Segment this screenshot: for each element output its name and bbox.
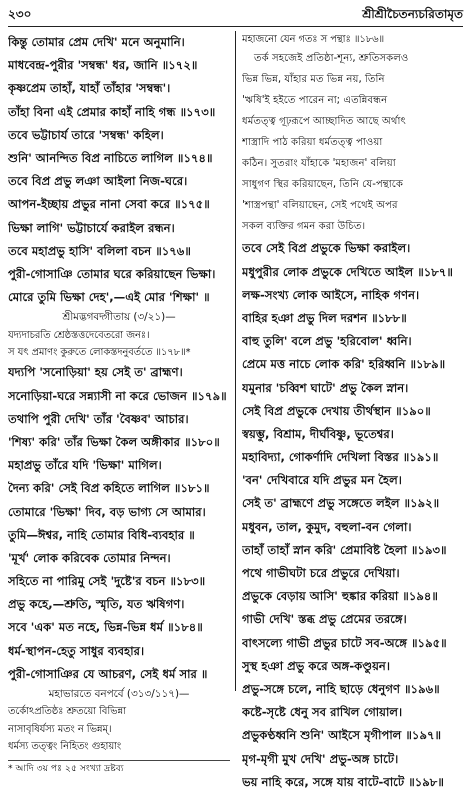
sanskrit-sloka-line: মহাজনো যেন গতঃ স পন্থাঃ ॥১৮৬॥ (242, 34, 384, 45)
verse-line: সবে 'এক' মত নহে, ভিন্ন-ভিন্ন ধর্ম ॥১৮৪॥ (8, 620, 203, 635)
verse-line: যমুনার 'চব্বিশ ঘাটে' প্রভু কৈল স্নান। (242, 380, 409, 395)
verse-line: গাভী দেখি' স্তব্ধ প্রভু প্রেমের তরঙ্গে। (242, 612, 407, 627)
verse-line: বাহু তুলি' বলে প্রভু 'হরিবোল' ধ্বনি। (242, 334, 412, 349)
commentary-line: 'শাস্ত্রপন্থা' বলিয়াছেন, সেই পথেই অপর (242, 200, 398, 212)
verse-line: মাধবেন্দ্র-পুরীর 'সম্বন্ধ' ধর, জানি ॥১৭২॥ (8, 58, 198, 73)
verse-line: তবে ভট্টাচার্য তারে 'সম্বন্ধ' কহিল। (8, 127, 164, 142)
verse-line: 'শিষ্য' করি' তাঁর ভিক্ষা কৈল অঙ্গীকার ॥১৮০॥ (8, 434, 220, 449)
verse-line: তুমি—ঈশ্বর, নাহি তোমার বিধি-ব্যবহার ॥ (8, 527, 195, 542)
verse-line: তাঁহা বিনা এই প্রেমার কাহাঁ নাহি গন্ধ ॥১৭৩॥ (8, 104, 216, 119)
commentary-line: কঠিন। সুতরাং যাঁহাকে 'মহাজন' বলিয়া (242, 158, 396, 170)
verse-line: মধুবন, তাল, কুমুদ, বহুলা-বন গেলা। (242, 519, 412, 534)
verse-line: বাহির হঞা প্রভু দিল দরশন ॥১৮৮॥ (242, 310, 407, 325)
verse-line: মহাবিদ্যা, গোকর্ণাদি দেখিলা বিস্তর ॥১৯১॥ (242, 450, 439, 465)
verse-line: কিন্তু তোমার প্রেম দেখি' মনে অনুমানি। (8, 35, 185, 49)
verse-line: পথে গাভীঘটা চরে প্রভুরে দেখিয়া। (242, 566, 400, 581)
verse-line: দৈন্য করি' সেই বিপ্র কহিতে লাগিল ॥১৮১॥ (8, 481, 210, 496)
verse-line: 'বন' দেখিবারে যদি প্রভুর মন হৈল। (242, 473, 402, 488)
verse-line: তোমারে 'ভিক্ষা' দিব, বড় ভাগ্য সে আমার। (8, 504, 206, 519)
sanskrit-sloka-line: তর্কোঽপ্রতিষ্ঠঃ শ্রুতয়ো বিভিন্না (8, 706, 126, 718)
verse-line: সনোড়িয়া-ঘরে সন্ন্যাসী না করে ভোজন ॥১৭৯॥ (8, 388, 227, 403)
right-column (235, 31, 463, 794)
verse-line: মধুপুরীর লোক প্রভুকে দেখিতে আইল ॥১৮৭॥ (242, 264, 453, 279)
two-column-body (8, 31, 463, 794)
sanskrit-sloka-line: যদ্যদাচরতি শ্রেষ্ঠস্তত্তদেবেতরো জনঃ। (8, 329, 150, 341)
verse-line: সেই ত' ব্রাহ্মণে প্রভু সঙ্গেতে লইল ॥১৯২॥ (242, 496, 440, 511)
verse-line: মৃগ-মৃগী মুখ দেখি' প্রভু-অঙ্গ চাটে। (242, 751, 399, 766)
sloka-source-heading: শ্রীমদ্ভগবদ্গীতায় (৩/২১)— (62, 311, 176, 324)
commentary-line: সকল ব্যক্তির গমন করা উচিত। (242, 221, 366, 233)
commentary-line: সাধুগণ স্থির করিয়াছেন, তিনি যে-পন্থাকে (242, 179, 403, 191)
verse-line: ভয় নাহি করে, সঙ্গে যায় বাটে-বাটে ॥১৯৮॥ (242, 774, 444, 789)
verse-line: সেই বিপ্র প্রভুকে দেখায় তীর্থস্থান ॥১৯০॥ (242, 403, 431, 418)
verse-line: ভিক্ষা লাগি' ভট্টাচার্যে করাইল রন্ধন। (8, 220, 175, 235)
verse-line: বাৎসল্যে গাভী প্রভুর চাটে সব-অঙ্গে ॥১৯৫॥ (242, 635, 447, 650)
footnote: * আদি ৩য় পঃ ২৫ সংখ্যা দ্রষ্টব্য (8, 760, 230, 776)
sanskrit-sloka-line: ধর্মস্য তত্ত্বং নিহিতং গুহায়াং (8, 741, 122, 753)
verse-line: তবে বিপ্র প্রভু লঞা আইলা নিজ-ঘরে। (8, 174, 188, 189)
commentary-line: শাস্ত্রাদি পাঠ করিয়া ধর্মতত্ত্ব পাওয়া (242, 137, 383, 149)
verse-line: যদ্যপি 'সনোড়িয়া' হয় সেই ত' ব্রাহ্মণ। (8, 365, 183, 380)
page-header (8, 6, 463, 27)
commentary-line: ভিন্ন ভিন্ন, যাঁহার মত ভিন্ন নয়, তিনি (242, 74, 385, 86)
verse-line: কষ্টে-সৃষ্টে ধেনু সব রাখিল গোয়াল। (242, 705, 403, 720)
verse-line: প্রভুকে বেড়ায় আসি' হুঙ্কার করিয়া ॥১৯৪॥ (242, 589, 438, 604)
verse-line: আপন-ইচ্ছায় প্রভুর নানা সেবা করে ॥১৭৫॥ (8, 197, 210, 212)
verse-line: লক্ষ-সংখ্য লোক আইসে, নাহিক গণন। (242, 287, 420, 302)
verse-line: তাহাঁ তাহাঁ স্নান করি' প্রেমাবিষ্ট হৈলা ॥১৯৩॥ (242, 542, 447, 557)
verse-line: সুস্থ হঞা প্রভু করে অঙ্গ-কণ্ডুয়ন। (242, 658, 390, 673)
column-divider (235, 31, 236, 691)
verse-line: পুরী-গোসাঞির যে আচরণ, সেই ধর্ম সার ॥ (8, 666, 208, 681)
verse-line: প্রভু কহে,—শ্রুতি, স্মৃতি, যত ঋষিগণ। (8, 597, 185, 612)
verse-line: স্বয়ম্ভু, বিশ্রাম, দীর্ঘবিষ্ণু, ভূতেশ্বর। (242, 426, 394, 441)
commentary-line: তর্ক সহজেই প্রতিষ্ঠা-শূন্য, শ্রুতিসকলও (254, 53, 409, 65)
verse-line: তবে সেই বিপ্র প্রভুকে ভিক্ষা করাইল। (242, 241, 411, 256)
verse-line: প্রেমে মত্ত নাচে লোক করি' হরিধ্বনি ॥১৮৯॥ (242, 357, 446, 372)
verse-line: প্রভু-সঙ্গে চলে, নাহি ছাড়ে ধেনুগণ ॥১৯৬॥ (242, 681, 440, 696)
verse-line: তথাপি পুরী দেখি' তাঁর 'বৈষ্ণব' আচার। (8, 411, 189, 426)
verse-line: মহাপ্রভু তাঁরে যদি 'ভিক্ষা' মাগিল। (8, 458, 162, 473)
verse-line: প্রভুকণ্ঠধ্বনি শুনি' আইসে মৃগীপাল ॥১৯৭॥ (242, 728, 442, 743)
verse-line: পুরী-গোসাঞি তোমার ঘরে করিয়াছেন ভিক্ষা। (8, 266, 216, 281)
page-number: ২৩০ (8, 7, 32, 21)
sloka-source-heading: মহাভারতে বনপর্বে (৩১৩/১১৭)— (48, 688, 190, 701)
verse-line: মোরে তুমি ভিক্ষা দেহ',—এই মোর 'শিক্ষা' ॥ (8, 290, 210, 305)
verse-line: শুনি' আনন্দিত বিপ্র নাচিতে লাগিল ॥১৭৪॥ (8, 150, 213, 165)
left-column (8, 31, 235, 794)
verse-line: কৃষ্ণপ্রেম তাহাঁ, যাহাঁ তাঁহার 'সম্বন্ধ'। (8, 81, 171, 96)
commentary-line: 'ঋষি'ই হইতে পারেন না; এতন্নিবন্ধন (242, 95, 388, 107)
verse-line: সহিতে না পারিমু সেই 'দুষ্টে'র বচন ॥১৮৩॥ (8, 574, 206, 589)
verse-line: তবে মহাপ্রভু হাসি' বলিলা বচন ॥১৭৬॥ (8, 243, 191, 258)
sanskrit-sloka-line: স যৎ প্রমাণং কুরুতে লোকস্তদনুবর্ততে ॥১৭৮॥* (8, 347, 191, 359)
sanskrit-sloka-line: নাসাবৃষির্যস্য মতং ন ভিন্নম্। (8, 723, 112, 735)
verse-line: 'মূর্খ' লোক করিবেক তোমার নিন্দন। (8, 550, 171, 565)
running-title: শ্রীশ্রীচৈতন্যচরিতামৃত (362, 7, 463, 21)
commentary-line: ধর্মতত্ত্ব গূঢ়রূপে আচ্ছাদিত আছে অর্থাৎ (242, 116, 406, 128)
verse-line: ধর্ম-স্থাপন-হেতু সাধুর ব্যবহার। (8, 643, 145, 658)
